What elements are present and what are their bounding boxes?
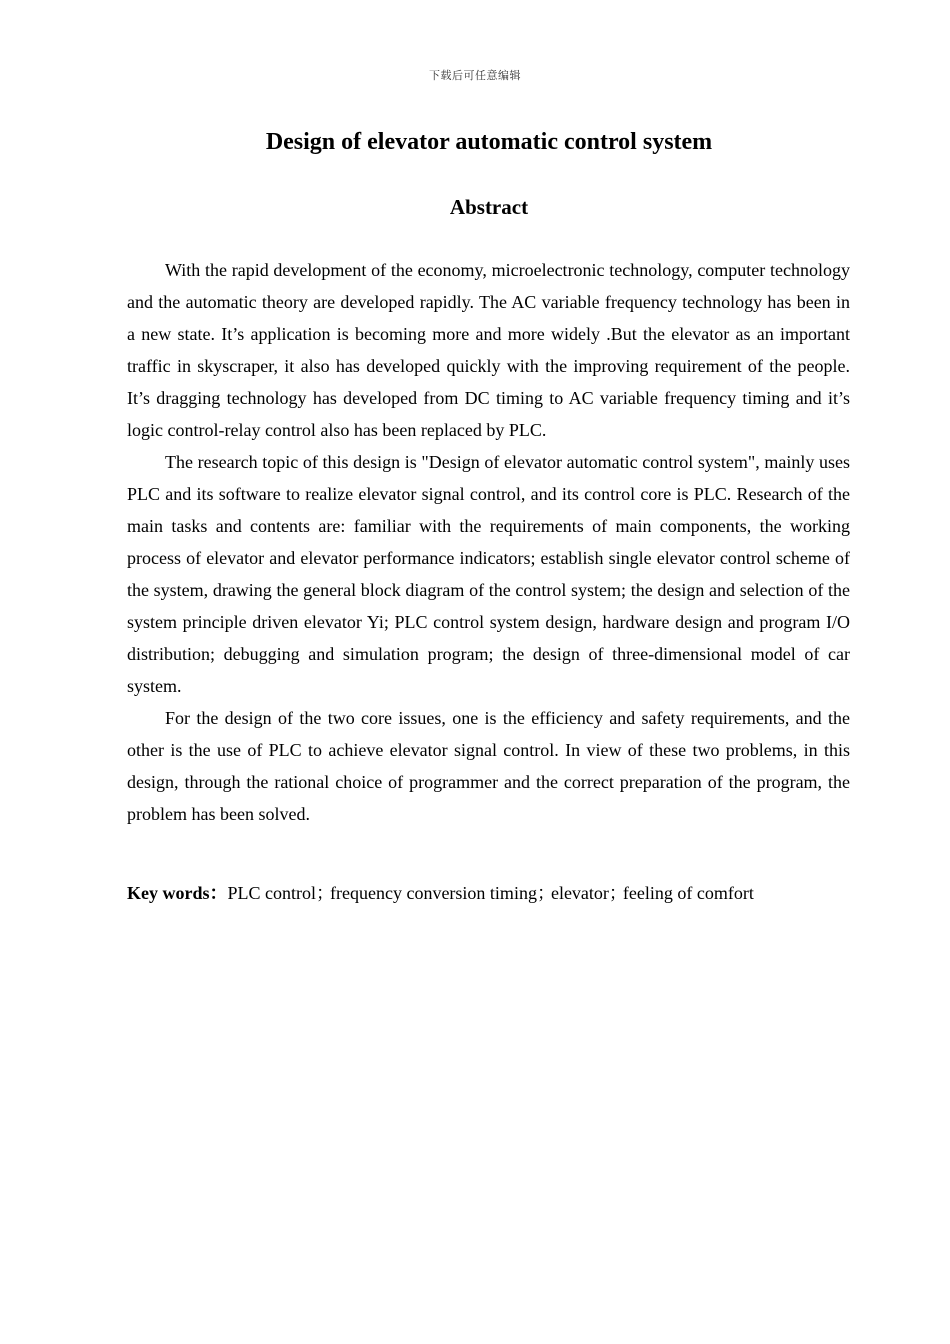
keywords-line: [127, 877, 850, 909]
abstract-paragraph-3: For the design of the two core issues, one is the efficiency and safety requirements, and the other is the use of PLC to achieve elevator signal control. In view of these two problems, in this design, through the rational choice of programmer and the correct preparation of the program, the problem has been solved.: [127, 708, 850, 824]
keyword-separator: ；: [536, 883, 555, 903]
keyword-separator: ；: [608, 883, 627, 903]
document-title: Design of elevator automatic control system: [265, 129, 713, 155]
abstract-paragraph-1: With the rapid development of the economy, microelectronic technology, computer technology and the automatic theory are developed rapidly. The AC variable frequency technology has been in a new state. It’s application is becoming more and more widely .But the elevator as an important traffic in skyscraper, it also has developed quickly with the improving requirement of the people. It’s dragging technology has developed from DC timing to AC variable frequency timing and it’s logic control-relay control also has been replaced by PLC.: [127, 260, 850, 440]
keyword-item: feeling of comfort: [622, 883, 754, 903]
header-note: 下载后可任意编辑: [429, 69, 521, 82]
keyword-separator: ；: [316, 883, 334, 903]
keyword-item: frequency conversion timing: [330, 883, 537, 903]
keyword-item: PLC control: [227, 883, 316, 903]
keyword-item: elevator: [550, 883, 609, 903]
abstract-paragraph-2: The research topic of this design is "Design of elevator automatic control system", mainly uses PLC and its software to realize elevator signal control, and its control core is PLC. Research of the main tasks and contents are: familiar with the requirements of main components, the working process of elevator and elevator performance indicators; establish single elevator control scheme of the system, drawing the general block diagram of the control system; the design and selection of the system principle driven elevator Yi; PLC control system design, hardware design and program I/O distribution; debugging and simulation program; the design of three-dimensional model of car system.: [127, 452, 850, 696]
keywords-label: Key words：: [127, 883, 228, 903]
abstract-heading: Abstract: [449, 195, 529, 219]
abstract-body: [127, 254, 850, 830]
